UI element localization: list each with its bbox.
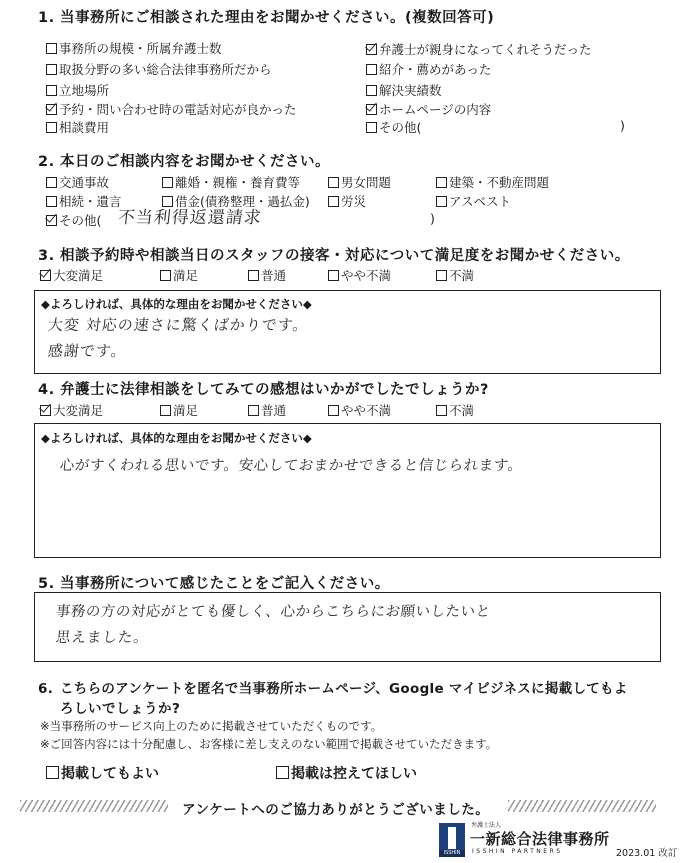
q6-option-allow[interactable]: [46, 763, 159, 783]
q2-option-divorce[interactable]: [162, 173, 300, 191]
q1-text: 当事務所にご相談された理由をお聞かせください。(複数回答可): [60, 10, 495, 26]
option-label: 掲載は控えてほしい: [291, 766, 417, 782]
option-label: 男女問題: [341, 175, 392, 190]
checkbox[interactable]: [160, 270, 171, 281]
q1-option-homepage[interactable]: [366, 100, 491, 118]
option-label: やや不満: [341, 268, 392, 283]
option-label: やや不満: [341, 403, 392, 418]
q5-answer-line-1: 事務の方の対応がとても優しく、心からこちらにお願いしたいと: [55, 604, 492, 620]
option-label: 弁護士が親身になってくれそうだった: [379, 42, 592, 57]
thanks-message: アンケートへのご協力ありがとうございました。: [182, 802, 490, 818]
q5-answer-line-2: 思えました。: [55, 630, 150, 646]
checkbox-checked[interactable]: [46, 215, 57, 226]
q1-option-fee[interactable]: [46, 118, 109, 136]
q4-number: 4.: [38, 382, 55, 398]
q1-option-phone[interactable]: [46, 100, 297, 118]
checkbox[interactable]: [328, 270, 339, 281]
q4-answer-line-1: 心がすくわれる思いです。安心しておまかせできると信じられます。: [59, 458, 524, 474]
option-label: 不満: [449, 403, 475, 418]
checkbox-checked[interactable]: [366, 44, 377, 55]
option-label: 立地場所: [59, 83, 110, 98]
q3-number: 3.: [38, 248, 55, 264]
q3-option-very-satisfied[interactable]: [40, 266, 103, 284]
q4-option-somewhat-dissatisfied[interactable]: [328, 401, 391, 419]
checkbox-checked[interactable]: [40, 270, 51, 281]
q5-text: 当事務所について感じたことをご記入ください。: [60, 576, 390, 592]
q4-option-dissatisfied[interactable]: [436, 401, 474, 419]
checkbox-checked[interactable]: [40, 405, 51, 416]
q2-heading: [38, 150, 330, 171]
q3-option-neutral[interactable]: [248, 266, 286, 284]
q3-heading: [38, 244, 630, 265]
q4-heading: [38, 378, 489, 399]
option-label: 予約・問い合わせ時の電話対応が良かった: [59, 102, 297, 117]
q1-option-other[interactable]: [366, 118, 421, 136]
q1-option-results[interactable]: [366, 81, 442, 99]
checkbox[interactable]: [436, 177, 447, 188]
q3-text: 相談予約時や相談当日のスタッフの接客・対応について満足度をお聞かせください。: [60, 248, 630, 264]
option-label: 交通事故: [59, 175, 110, 190]
q1-heading: [38, 6, 494, 27]
checkbox[interactable]: [366, 122, 377, 133]
q6-heading: [38, 677, 628, 697]
checkbox[interactable]: [162, 177, 173, 188]
q2-option-workers-comp[interactable]: [328, 192, 366, 210]
checkbox[interactable]: [328, 196, 339, 207]
checkbox[interactable]: [46, 64, 57, 75]
checkbox[interactable]: [46, 43, 57, 54]
q6-note-2: ※ご回答内容には十分配慮し、お客様に差し支えのない範囲で掲載させていただきます。: [40, 737, 498, 751]
firm-logo-icon: [439, 823, 465, 857]
firm-label: 弁護士法人: [471, 822, 502, 829]
checkbox[interactable]: [436, 196, 447, 207]
option-label: 解決実績数: [379, 83, 442, 98]
option-label: 離婚・親権・養育費等: [175, 175, 301, 190]
checkbox[interactable]: [46, 196, 57, 207]
q1-option-lawyer[interactable]: [366, 40, 592, 58]
hatch-divider-left: [20, 800, 168, 812]
checkbox[interactable]: [160, 405, 171, 416]
logo-text: ISSHIN: [439, 850, 465, 857]
option-label: その他(: [379, 120, 422, 135]
checkbox[interactable]: [276, 766, 289, 779]
q3-answer-line-2: 感謝です。: [47, 342, 128, 360]
q4-box-label: ◆よろしければ、具体的な理由をお聞かせください◆: [41, 431, 312, 445]
q3-option-somewhat-dissatisfied[interactable]: [328, 266, 391, 284]
revision-label: 2023.01 改訂: [616, 848, 678, 859]
option-label: 満足: [173, 268, 199, 283]
option-label: 相談費用: [59, 120, 110, 135]
option-label: 建築・不動産問題: [449, 175, 550, 190]
q4-option-very-satisfied[interactable]: [40, 401, 103, 419]
option-label: アスベスト: [449, 194, 512, 209]
q2-other-close: ): [430, 211, 435, 226]
q1-option-referral[interactable]: [366, 60, 491, 78]
option-label: 取扱分野の多い総合法律事務所だから: [59, 62, 272, 77]
checkbox-checked[interactable]: [46, 104, 57, 115]
q6-text-line2: ろしいでしょうか?: [60, 701, 181, 717]
checkbox-checked[interactable]: [366, 104, 377, 115]
checkbox[interactable]: [46, 177, 57, 188]
q6-text-line1: こちらのアンケートを匿名で当事務所ホームページ、Google マイビジネスに掲載してもよ: [60, 681, 628, 697]
option-label: 借金(債務整理・過払金): [175, 194, 310, 209]
q6-note-1: ※当事務所のサービス向上のために掲載させていただくものです。: [40, 719, 383, 733]
checkbox[interactable]: [436, 405, 447, 416]
option-label: 大変満足: [53, 268, 104, 283]
checkbox[interactable]: [366, 85, 377, 96]
checkbox[interactable]: [46, 85, 57, 96]
q2-option-relationship[interactable]: [328, 173, 391, 191]
option-label: 大変満足: [53, 403, 104, 418]
q4-option-neutral[interactable]: [248, 401, 286, 419]
q1-option-location[interactable]: [46, 81, 109, 99]
checkbox[interactable]: [366, 64, 377, 75]
q2-other-handwriting: 不当利得返還請求: [116, 208, 263, 228]
q3-answer-line-1: 大変 対応の速さに驚くばかりです。: [47, 316, 310, 334]
q3-option-satisfied[interactable]: [160, 266, 198, 284]
q2-option-other[interactable]: [46, 211, 101, 229]
q3-option-dissatisfied[interactable]: [436, 266, 474, 284]
q1-number: 1.: [38, 10, 55, 26]
option-label: その他(: [59, 213, 102, 228]
option-label: 相続・遺言: [59, 194, 122, 209]
q3-box-label: ◆よろしければ、具体的な理由をお聞かせください◆: [41, 297, 312, 311]
q2-option-inheritance[interactable]: [46, 192, 122, 210]
option-label: 満足: [173, 403, 199, 418]
checkbox[interactable]: [436, 270, 447, 281]
checkbox[interactable]: [328, 405, 339, 416]
q6-number: 6.: [38, 681, 54, 697]
q4-option-satisfied[interactable]: [160, 401, 198, 419]
q2-option-realestate[interactable]: [436, 173, 549, 191]
q1-other-close: ): [620, 118, 625, 133]
q5-number: 5.: [38, 576, 55, 592]
option-label: 普通: [261, 403, 287, 418]
option-label: ホームページの内容: [379, 102, 492, 117]
q2-option-traffic[interactable]: [46, 173, 109, 191]
q2-option-asbestos[interactable]: [436, 192, 511, 210]
q1-option-many-fields[interactable]: [46, 60, 272, 78]
checkbox[interactable]: [328, 177, 339, 188]
checkbox[interactable]: [46, 122, 57, 133]
option-label: 紹介・薦めがあった: [379, 62, 492, 77]
firm-roman-name: ISSHIN PARTNERS: [472, 848, 563, 855]
option-label: 不満: [449, 268, 475, 283]
checkbox[interactable]: [248, 405, 259, 416]
checkbox[interactable]: [46, 766, 59, 779]
hatch-divider-right: [508, 800, 656, 812]
option-label: 普通: [261, 268, 287, 283]
option-label: 掲載してもよい: [61, 766, 159, 782]
q5-heading: [38, 572, 390, 593]
checkbox[interactable]: [248, 270, 259, 281]
q4-text: 弁護士に法律相談をしてみての感想はいかがでしたでしょうか?: [60, 382, 489, 398]
q1-option-scale[interactable]: [46, 39, 222, 57]
firm-name: 一新総合法律事務所: [470, 830, 610, 848]
option-label: 労災: [341, 194, 367, 209]
option-label: 事務所の規模・所属弁護士数: [59, 41, 222, 56]
q6-option-decline[interactable]: [276, 763, 417, 783]
q2-number: 2.: [38, 154, 55, 170]
q2-text: 本日のご相談内容をお聞かせください。: [60, 154, 330, 170]
